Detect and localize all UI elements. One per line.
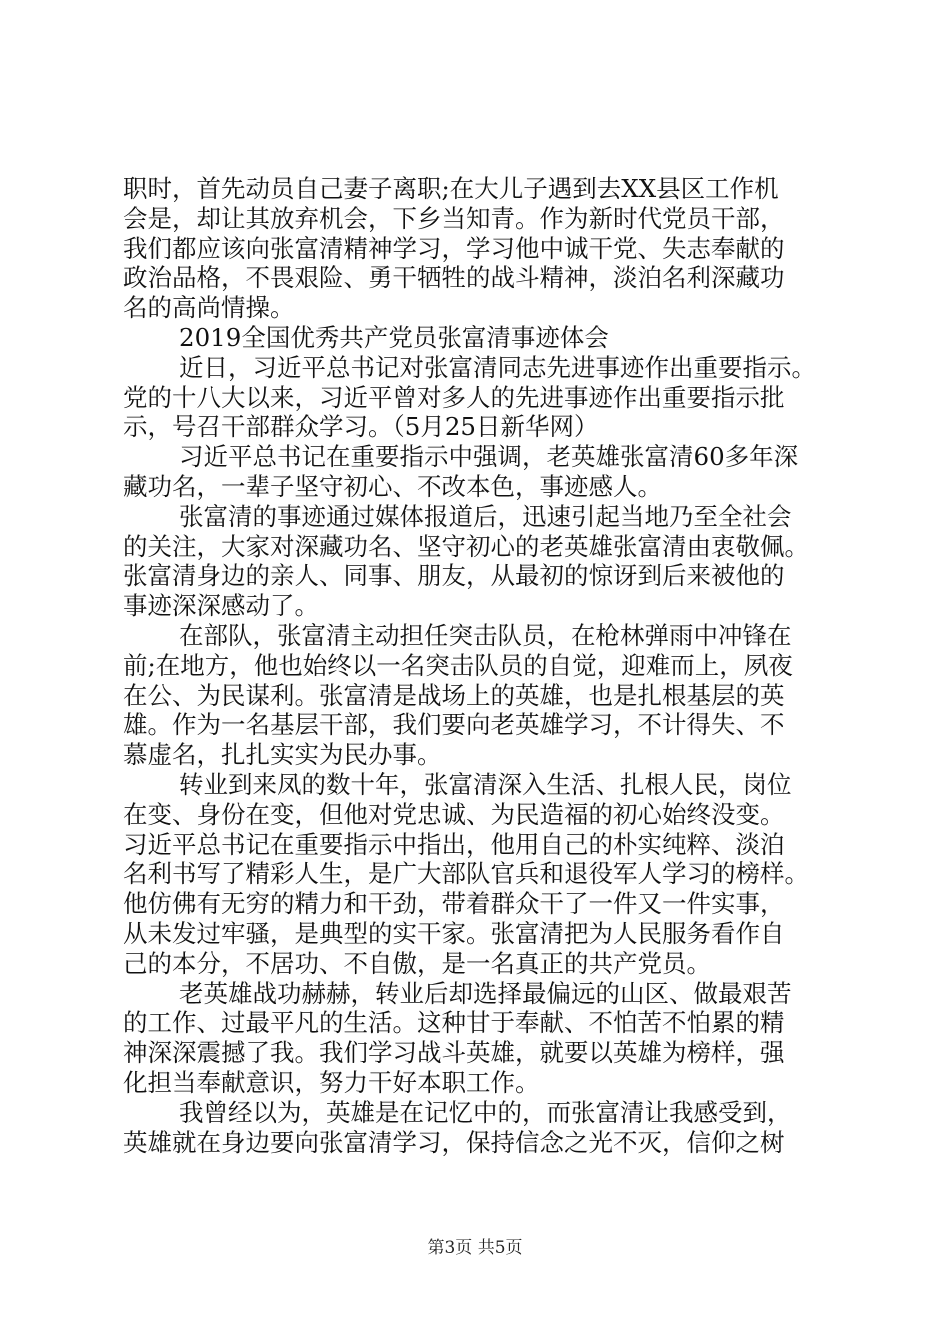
paragraph-line: 张富清的事迹通过媒体报道后，迅速引起当地乃至全社会 bbox=[179, 501, 792, 531]
paragraph-line: 慕虚名，扎扎实实为民办事。 bbox=[123, 740, 442, 770]
paragraph-line: 己的本分，不居功、不自傲，是一名真正的共产党员。 bbox=[123, 948, 711, 978]
paragraph-line: 张富清身边的亲人、同事、朋友，从最初的惊讶到后来被他的 bbox=[123, 561, 785, 591]
paragraph-line: 转业到来凤的数十年，张富清深入生活、扎根人民，岗位 bbox=[179, 769, 792, 799]
paragraph-line: 的工作、过最平凡的生活。这种甘于奉献、不怕苦不怕累的精 bbox=[123, 1008, 785, 1038]
paragraph-line: 雄。作为一名基层干部，我们要向老英雄学习，不计得失、不 bbox=[123, 710, 785, 740]
paragraph-line: 化担当奉献意识，努力干好本职工作。 bbox=[123, 1067, 540, 1097]
paragraph-line: 老英雄战功赫赫，转业后却选择最偏远的山区、做最艰苦 bbox=[179, 978, 792, 1008]
paragraph-line: 习近平总书记在重要指示中强调，老英雄张富清60多年深 bbox=[179, 442, 799, 472]
paragraph-line: 他仿佛有无穷的精力和干劲，带着群众干了一件又一件实事， bbox=[123, 889, 785, 919]
intro-paragraph-line: 职时，首先动员自己妻子离职;在大儿子遇到去XX县区工作机 bbox=[123, 174, 779, 203]
paragraph-line: 英雄就在身边要向张富清学习，保持信念之光不灭，信仰之树 bbox=[123, 1127, 785, 1157]
paragraph-line: 名利书写了精彩人生，是广大部队官兵和退役军人学习的榜样。 bbox=[123, 859, 809, 889]
paragraph-line: 在公、为民谋利。张富清是战场上的英雄，也是扎根基层的英 bbox=[123, 680, 785, 710]
paragraph-line: 藏功名，一辈子坚守初心、不改本色，事迹感人。 bbox=[123, 471, 662, 501]
paragraph-line: 从未发过牢骚，是典型的实干家。张富清把为人民服务看作自 bbox=[123, 918, 785, 948]
paragraph-line: 前;在地方，他也始终以一名突击队员的自觉，迎难而上，夙夜 bbox=[123, 650, 793, 680]
article-title: 2019全国优秀共产党员张富清事迹体会 bbox=[179, 322, 609, 352]
paragraph-line: 习近平总书记在重要指示中指出，他用自己的朴实纯粹、淡泊 bbox=[123, 829, 785, 859]
intro-paragraph-line: 会是，却让其放弃机会，下乡当知青。作为新时代党员干部， bbox=[123, 203, 785, 233]
paragraph-line: 我曾经以为，英雄是在记忆中的，而张富清让我感受到， bbox=[179, 1097, 792, 1127]
intro-paragraph-line: 我们都应该向张富清精神学习，学习他中诚干党、失志奉献的 bbox=[123, 233, 785, 263]
paragraph-line: 的关注，大家对深藏功名、坚守初心的老英雄张富清由衷敬佩。 bbox=[123, 531, 809, 561]
intro-paragraph-line: 名的高尚情操。 bbox=[123, 293, 295, 323]
paragraph-line: 示，号召干部群众学习。（5月25日新华网） bbox=[123, 412, 599, 442]
paragraph-line: 事迹深深感动了。 bbox=[123, 591, 319, 621]
paragraph-line: 在部队，张富清主动担任突击队员，在枪林弹雨中冲锋在 bbox=[179, 620, 792, 650]
paragraph-line: 党的十八大以来，习近平曾对多人的先进事迹作出重要指示批 bbox=[123, 382, 785, 412]
document-body bbox=[123, 174, 833, 1157]
paragraph-line: 在变、身份在变，但他对党忠诚、为民造福的初心始终没变。 bbox=[123, 799, 785, 829]
paragraph-line: 神深深震撼了我。我们学习战斗英雄，就要以英雄为榜样，强 bbox=[123, 1038, 785, 1068]
intro-paragraph-line: 政治品格，不畏艰险、勇干牺牲的战斗精神，淡泊名利深藏功 bbox=[123, 263, 785, 293]
page-footer: 第3页 共5页 bbox=[427, 1238, 523, 1258]
paragraph-line: 近日，习近平总书记对张富清同志先进事迹作出重要指示。 bbox=[179, 352, 816, 382]
